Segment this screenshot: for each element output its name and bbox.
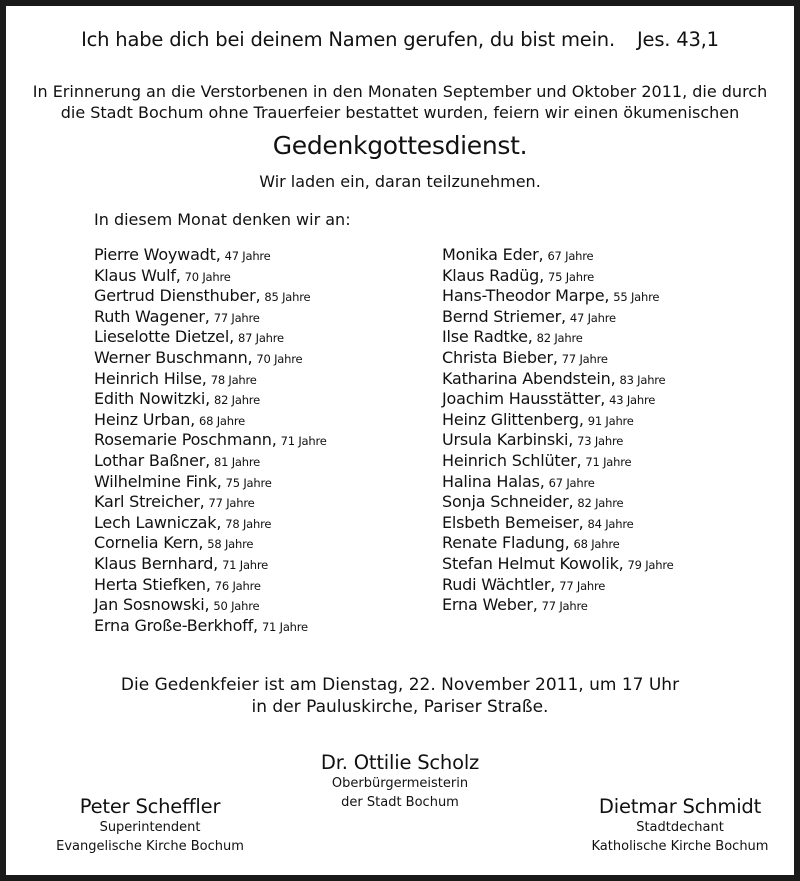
deceased-age: 84 Jahre — [587, 516, 634, 531]
deceased-name: Bernd Striemer, — [442, 306, 566, 326]
deceased-name: Wilhelmine Fink, — [94, 471, 222, 491]
deceased-entry — [442, 389, 674, 410]
deceased-name: Lieselotte Dietzel, — [94, 327, 234, 347]
deceased-entry — [94, 369, 327, 390]
signatory-title: Oberbürgermeisterin — [331, 776, 469, 791]
deceased-age: 79 Jahre — [627, 557, 674, 572]
ceremony-place-line: in der Pauluskirche, Pariser Straße. — [251, 697, 549, 717]
deceased-age: 70 Jahre — [184, 269, 231, 284]
names-column-left — [94, 245, 327, 636]
deceased-age: 71 Jahre — [280, 434, 327, 449]
deceased-age: 77 Jahre — [561, 351, 608, 366]
signatory-name: Peter Scheffler — [79, 795, 221, 818]
deceased-age: 85 Jahre — [264, 290, 311, 305]
deceased-age: 43 Jahre — [609, 393, 656, 408]
deceased-name: Katharina Abendstein, — [442, 368, 616, 388]
deceased-entry — [94, 266, 327, 287]
deceased-entry — [94, 472, 327, 493]
deceased-name: Klaus Radüg, — [442, 265, 545, 285]
deceased-name: Elsbeth Bemeiser, — [442, 512, 584, 532]
deceased-age: 77 Jahre — [559, 578, 606, 593]
deceased-age: 78 Jahre — [210, 372, 257, 387]
deceased-name: Rosemarie Poschmann, — [94, 430, 277, 450]
deceased-entry — [442, 266, 674, 287]
deceased-entry — [94, 492, 327, 513]
deceased-age: 77 Jahre — [208, 496, 255, 511]
deceased-entry — [442, 451, 674, 472]
deceased-age: 75 Jahre — [548, 269, 594, 284]
deceased-age: 67 Jahre — [547, 249, 594, 263]
deceased-name: Heinz Glittenberg, — [442, 409, 584, 429]
deceased-name: Renate Fladung, — [442, 533, 570, 553]
deceased-entry — [442, 410, 674, 431]
deceased-age: 82 Jahre — [536, 331, 583, 346]
deceased-entry — [94, 430, 327, 451]
deceased-entry — [94, 327, 327, 348]
signature-superintendent — [20, 795, 280, 856]
deceased-entry — [442, 245, 674, 266]
signatory-organization: Evangelische Kirche Bochum — [56, 839, 244, 854]
signature-dean — [560, 795, 800, 856]
deceased-name: Heinrich Hilse, — [94, 368, 207, 388]
deceased-age: 87 Jahre — [237, 331, 284, 346]
deceased-name: Heinz Urban, — [94, 409, 196, 429]
bible-verse — [0, 28, 800, 51]
deceased-entry — [94, 595, 327, 616]
deceased-entry — [94, 410, 327, 431]
deceased-age: 71 Jahre — [222, 557, 269, 572]
deceased-name: Joachim Hausstätter, — [442, 389, 606, 409]
deceased-name: Monika Eder, — [442, 245, 544, 264]
deceased-entry — [94, 451, 327, 472]
verse-text: Ich habe dich bei deinem Namen gerufen, du bist mein. — [81, 28, 615, 51]
deceased-name: Lothar Baßner, — [94, 450, 211, 470]
deceased-name: Ilse Radtke, — [442, 327, 533, 347]
month-heading: In diesem Monat denken wir an: — [94, 210, 351, 229]
deceased-entry — [94, 245, 327, 266]
deceased-name: Stefan Helmut Kowolik, — [442, 553, 624, 573]
deceased-name: Lech Lawniczak, — [94, 512, 222, 532]
deceased-age: 71 Jahre — [261, 619, 308, 634]
deceased-entry — [94, 307, 327, 328]
deceased-age: 77 Jahre — [213, 310, 260, 325]
deceased-name: Ursula Karbinski, — [442, 430, 574, 450]
signatory-title: Superintendent — [99, 820, 201, 835]
deceased-name: Gertrud Diensthuber, — [94, 286, 261, 306]
deceased-name: Klaus Wulf, — [94, 265, 181, 285]
deceased-name: Christa Bieber, — [442, 347, 558, 367]
deceased-age: 77 Jahre — [541, 599, 588, 614]
deceased-age: 73 Jahre — [577, 434, 624, 449]
signatory-organization: der Stadt Bochum — [341, 795, 459, 810]
deceased-entry — [442, 492, 674, 513]
deceased-entry — [442, 327, 674, 348]
signatory-name: Dr. Ottilie Scholz — [320, 751, 480, 774]
deceased-age: 50 Jahre — [213, 599, 260, 614]
deceased-age: 71 Jahre — [585, 454, 632, 469]
deceased-age: 91 Jahre — [587, 413, 634, 428]
invitation-line: Wir laden ein, daran teilzunehmen. — [259, 172, 541, 191]
deceased-entry — [442, 430, 674, 451]
deceased-entry — [442, 472, 674, 493]
deceased-name: Halina Halas, — [442, 471, 545, 491]
deceased-name: Pierre Woywadt, — [94, 245, 221, 264]
deceased-entry — [94, 575, 327, 596]
deceased-age: 47 Jahre — [569, 310, 616, 325]
deceased-age: 47 Jahre — [224, 249, 271, 263]
deceased-entry — [94, 389, 327, 410]
deceased-age: 75 Jahre — [225, 475, 272, 490]
deceased-entry — [442, 348, 674, 369]
deceased-name: Werner Buschmann, — [94, 347, 253, 367]
deceased-age: 55 Jahre — [613, 290, 660, 305]
deceased-name: Herta Stiefken, — [94, 574, 211, 594]
deceased-entry — [94, 554, 327, 575]
deceased-entry — [442, 307, 674, 328]
deceased-age: 82 Jahre — [213, 393, 260, 408]
deceased-age: 78 Jahre — [225, 516, 272, 531]
deceased-name: Erna Große-Berkhoff, — [94, 615, 258, 635]
deceased-name: Karl Streicher, — [94, 492, 205, 512]
verse-reference: Jes. 43,1 — [636, 28, 719, 51]
ceremony-date-line: Die Gedenkfeier ist am Dienstag, 22. November 2011, um 17 Uhr — [120, 675, 680, 695]
deceased-entry — [442, 369, 674, 390]
deceased-entry — [94, 286, 327, 307]
deceased-age: 67 Jahre — [548, 475, 595, 490]
deceased-entry — [442, 554, 674, 575]
notice-title: Gedenkgottesdienst. — [272, 131, 528, 160]
deceased-name: Sonja Schneider, — [442, 492, 574, 512]
deceased-name: Cornelia Kern, — [94, 533, 204, 553]
signature-mayor — [250, 751, 550, 812]
deceased-name: Rudi Wächtler, — [442, 574, 556, 594]
deceased-entry — [94, 348, 327, 369]
deceased-name: Hans-Theodor Marpe, — [442, 286, 610, 306]
deceased-entry — [94, 616, 327, 637]
deceased-name: Jan Sosnowski, — [94, 595, 210, 615]
deceased-name: Heinrich Schlüter, — [442, 450, 582, 470]
deceased-age: 81 Jahre — [214, 454, 260, 469]
deceased-age: 76 Jahre — [214, 578, 261, 593]
deceased-entry — [442, 575, 674, 596]
deceased-entry — [442, 595, 674, 616]
deceased-entry — [442, 513, 674, 534]
deceased-name: Edith Nowitzki, — [94, 389, 210, 409]
deceased-age: 68 Jahre — [573, 537, 620, 552]
deceased-entry — [94, 533, 327, 554]
signatory-name: Dietmar Schmidt — [598, 795, 762, 818]
deceased-entry — [442, 533, 674, 554]
deceased-age: 58 Jahre — [207, 537, 254, 552]
deceased-age: 83 Jahre — [619, 372, 666, 387]
names-column-right — [442, 245, 674, 616]
deceased-age: 68 Jahre — [199, 413, 245, 428]
signatory-organization: Katholische Kirche Bochum — [591, 839, 769, 854]
deceased-age: 70 Jahre — [256, 351, 303, 366]
deceased-name: Klaus Bernhard, — [94, 553, 219, 573]
signatory-title: Stadtdechant — [636, 820, 724, 835]
deceased-entry — [442, 286, 674, 307]
deceased-name: Ruth Wagener, — [94, 306, 210, 326]
deceased-name: Erna Weber, — [442, 595, 538, 615]
deceased-age: 82 Jahre — [577, 496, 624, 511]
intro-paragraph: In Erinnerung an die Verstorbenen in den Monaten September und Oktober 2011, die durch die Stadt Bochum ohne Trauerfeier bestattet wurden, feiern wir einen ökumenischen — [32, 82, 768, 122]
deceased-entry — [94, 513, 327, 534]
